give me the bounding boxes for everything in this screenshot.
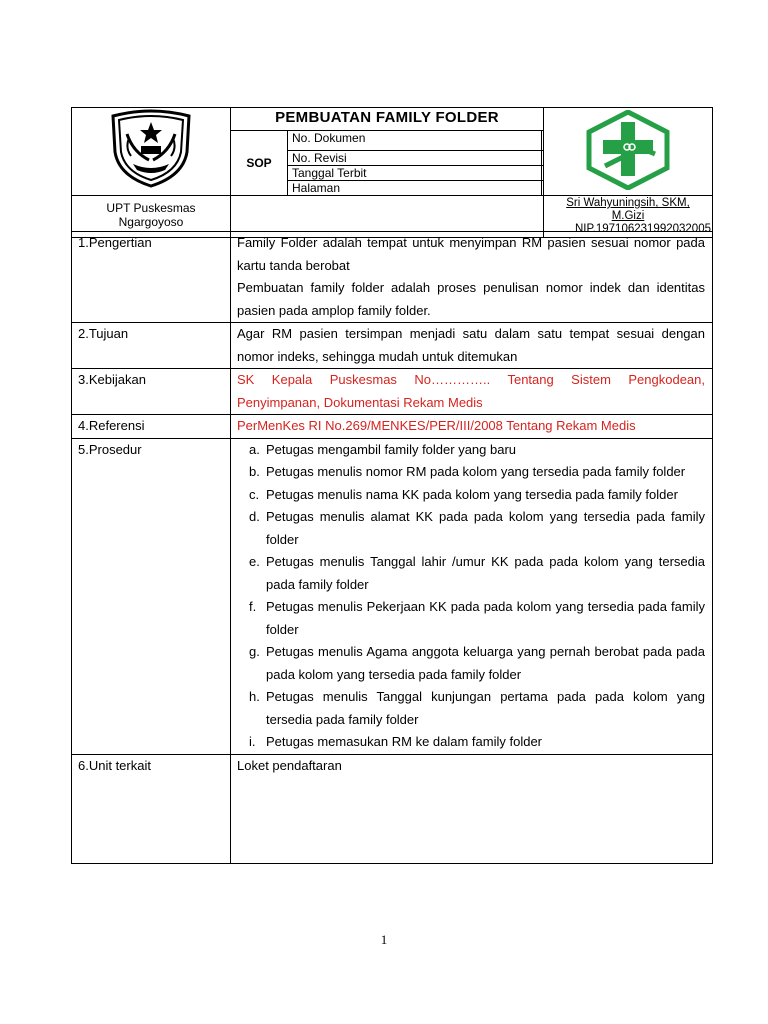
label-prosedur: 5.Prosedur <box>72 438 231 754</box>
puskesmas-badge-cell <box>544 108 713 196</box>
step-text: Petugas menulis nama KK pada kolom yang tersedia pada family folder <box>266 486 678 502</box>
step-text: Petugas menulis nomor RM pada kolom yang tersedia pada family folder <box>266 464 686 479</box>
step-text: Petugas mengambil family folder yang baru <box>266 441 517 457</box>
label-tujuan: 2.Tujuan <box>72 323 231 369</box>
step-marker: d. <box>249 509 260 524</box>
page-number: 1 <box>380 932 388 947</box>
text-unit-terkait: Loket pendaftaran <box>231 754 713 863</box>
sop-header-table <box>71 107 713 238</box>
pengertian-paragraph-2: Pembuatan family folder adalah proses penulisan nomor indek dan identitas pasien pada amplop family folder. <box>237 280 705 318</box>
meta-halaman: Halaman <box>288 181 542 196</box>
signer-title: M.Gizi <box>611 210 645 222</box>
procedure-step <box>237 641 705 686</box>
step-marker: b. <box>249 464 260 479</box>
step-text: Petugas menulis alamat KK pada pada kolom yang tersedia pada family folder <box>266 509 705 547</box>
meta-no-dokumen: No. Dokumen <box>288 131 542 151</box>
step-marker: i. <box>249 734 256 749</box>
step-marker: h. <box>249 689 260 704</box>
unit-line-1: UPT Puskesmas <box>106 201 196 215</box>
puskesmas-logo-icon <box>583 110 673 190</box>
meta-no-revisi: No. Revisi <box>288 151 542 166</box>
signer-nip: NIP.197106231992032005 <box>574 223 711 235</box>
procedure-step <box>237 506 705 551</box>
step-marker: g. <box>249 644 260 659</box>
sop-content-table <box>71 231 713 864</box>
procedure-step <box>237 596 705 641</box>
pengertian-paragraph-1: Family Folder adalah tempat untuk menyimpan RM pasien sesuai nomor pada kartu tanda berobat <box>237 235 705 273</box>
label-kebijakan: 3.Kebijakan <box>72 369 231 415</box>
procedure-step <box>237 461 705 484</box>
procedure-step <box>237 439 705 462</box>
text-prosedur <box>231 438 713 754</box>
text-referensi: PerMenKes RI No.269/MENKES/PER/III/2008 Tentang Rekam Medis <box>231 415 713 439</box>
procedure-steps-list <box>237 439 705 754</box>
regency-emblem-cell <box>72 108 231 196</box>
procedure-step <box>237 731 705 754</box>
text-pengertian <box>231 232 713 323</box>
meta-value-no-dokumen <box>542 131 544 151</box>
sop-document <box>71 107 713 920</box>
step-text: Petugas menulis Agama anggota keluarga yang pernah berobat pada pada pada kolom yang tersedia pada family folder <box>266 644 705 682</box>
step-text: Petugas menulis Tanggal kunjungan pertama pada pada kolom yang tersedia pada family folder <box>266 689 705 727</box>
meta-value-halaman <box>542 181 544 196</box>
document-title: PEMBUATAN FAMILY FOLDER <box>231 108 544 131</box>
meta-tanggal-terbit: Tanggal Terbit <box>288 166 542 181</box>
procedure-step <box>237 551 705 596</box>
procedure-step <box>237 484 705 507</box>
step-text: Petugas menulis Tanggal lahir /umur KK pada pada kolom yang tersedia pada family folder <box>266 554 705 592</box>
procedure-step <box>237 686 705 731</box>
label-referensi: 4.Referensi <box>72 415 231 439</box>
text-tujuan: Agar RM pasien tersimpan menjadi satu dalam satu tempat sesuai dengan nomor indeks, sehingga mudah untuk ditemukan <box>231 323 713 369</box>
text-kebijakan: SK Kepala Puskesmas No………….. Tentang Sistem Pengkodean, Penyimpanan, Dokumentasi Rekam Medis <box>231 369 713 415</box>
step-marker: a. <box>249 441 260 457</box>
label-unit-terkait: 6.Unit terkait <box>72 754 231 863</box>
signer-name: Sri Wahyuningsih, SKM, <box>566 197 690 209</box>
meta-value-no-revisi <box>542 151 544 166</box>
meta-value-tanggal-terbit <box>542 166 544 181</box>
step-marker: f. <box>249 599 257 614</box>
regency-emblem-icon <box>103 108 199 190</box>
step-marker: e. <box>249 554 260 569</box>
label-pengertian: 1.Pengertian <box>72 232 231 323</box>
step-text: Petugas menulis Pekerjaan KK pada pada kolom yang tersedia pada family folder <box>266 599 705 637</box>
unit-line-2: Ngargoyoso <box>118 215 184 229</box>
step-marker: c. <box>249 486 260 502</box>
sop-label: SOP <box>231 131 288 196</box>
step-text: Petugas memasukan RM ke dalam family folder <box>266 734 543 749</box>
